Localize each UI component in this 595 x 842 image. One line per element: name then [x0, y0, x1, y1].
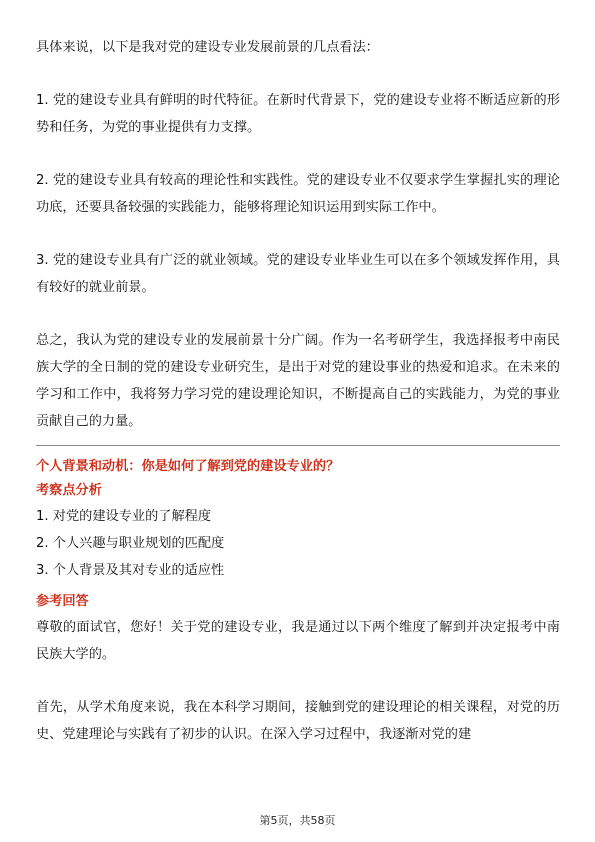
page-content [36, 34, 560, 748]
spacer [36, 668, 560, 694]
section-divider [36, 445, 560, 446]
spacer [36, 301, 560, 327]
analysis-item-3: 3. 个人背景及其对专业的适应性 [36, 563, 225, 578]
page-number: 第5页，共58页 [259, 814, 336, 827]
summary-paragraph: 总之，我认为党的建设专业的发展前景十分广阔。作为一名考研学生，我选择报考中南民族大学的全日制的党的建设专业研究生，是出于对党的建设事业的热爱和追求。在未来的学习和工作中，我将努力学习党的建设理论知识，不断提高自己的实践能力，为党的事业贡献自己的力量。 [36, 333, 560, 429]
spacer [36, 141, 560, 167]
analysis-item-1: 1. 对党的建设专业的了解程度 [36, 509, 212, 524]
answer-heading: 参考回答 [36, 594, 89, 609]
spacer [36, 61, 560, 87]
point-3: 3. 党的建设专业具有广泛的就业领域。党的建设专业毕业生可以在多个领域发挥作用，具有较好的就业前景。 [36, 253, 560, 295]
interview-question: 个人背景和动机：你是如何了解到党的建设专业的？ [36, 459, 340, 474]
intro-paragraph: 具体来说，以下是我对党的建设专业发展前景的几点看法： [36, 40, 379, 55]
analysis-item-2: 2. 个人兴趣与职业规划的匹配度 [36, 536, 225, 551]
point-1: 1. 党的建设专业具有鲜明的时代特征。在新时代背景下，党的建设专业将不断适应新的形势和任务，为党的事业提供有力支撑。 [36, 93, 560, 135]
answer-paragraph-1: 尊敬的面试官，您好！关于党的建设专业，我是通过以下两个维度了解到并决定报考中南民族大学的。 [36, 620, 560, 662]
point-2: 2. 党的建设专业具有较高的理论性和实践性。党的建设专业不仅要求学生掌握扎实的理论功底，还要具备较强的实践能力，能够将理论知识运用到实际工作中。 [36, 173, 560, 215]
analysis-heading: 考察点分析 [36, 483, 102, 498]
spacer [36, 221, 560, 247]
answer-paragraph-2: 首先，从学术角度来说，我在本科学习期间，接触到党的建设理论的相关课程，对党的历史、党建理论与实践有了初步的认识。在深入学习过程中，我逐渐对党的建 [36, 700, 560, 742]
